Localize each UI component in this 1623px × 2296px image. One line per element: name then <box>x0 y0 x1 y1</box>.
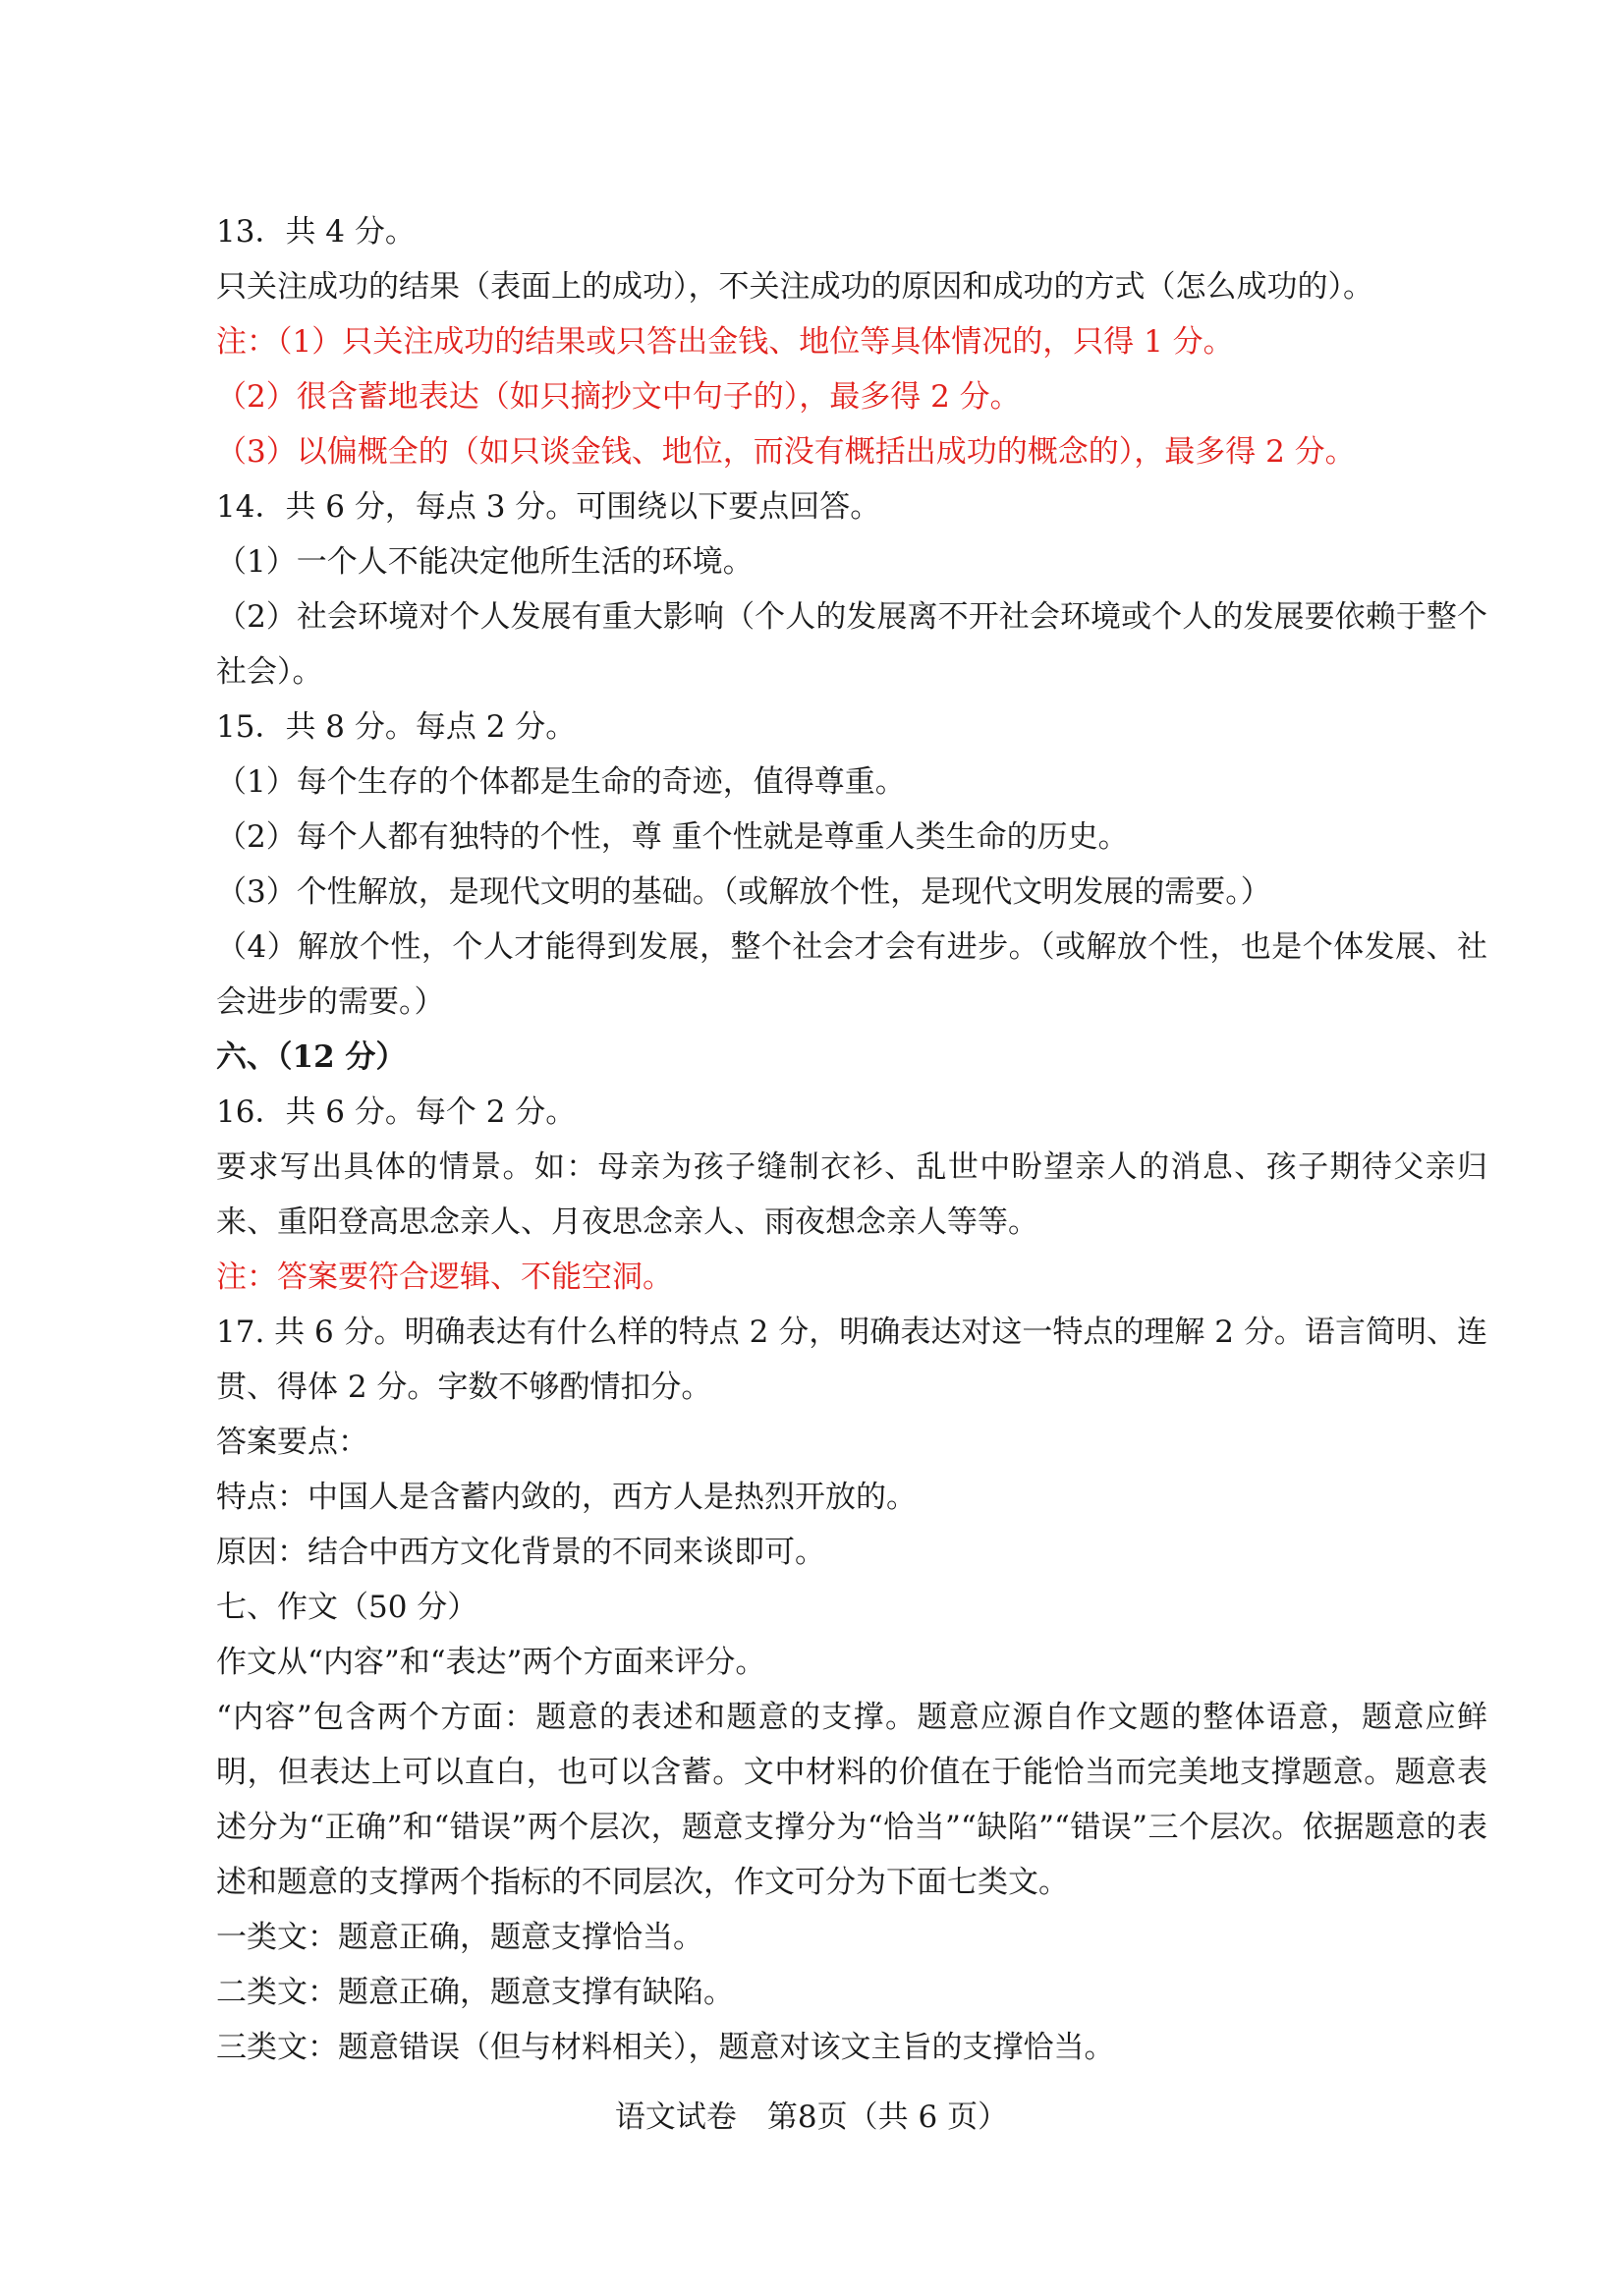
essay-criteria-intro: 作文从“内容”和“表达”两个方面来评分。 <box>216 1645 766 1680</box>
q16-note: 注：答案要符合逻辑、不能空洞。 <box>216 1260 673 1295</box>
q13-heading: 13．共 4 分。 <box>216 214 416 250</box>
q15-point-4: （4）解放个性，个人才能得到发展，整个社会才会有进步。（或解放个性，也是个体发展、社会进步的需要。） <box>216 929 1487 1020</box>
q15-point-3: （3）个性解放，是现代文明的基础。（或解放个性，是现代文明发展的需要。） <box>216 874 1271 910</box>
q14-point-2: （2）社会环境对个人发展有重大影响（个人的发展离不开社会环境或个人的发展要依赖于整个社会）。 <box>216 599 1488 690</box>
q15-point-2: （2）每个人都有独特的个性，尊 重个性就是尊重人类生命的历史。 <box>216 819 1129 855</box>
q16-answer: 要求写出具体的情景。如：母亲为孩子缝制衣衫、乱世中盼望亲人的消息、孩子期待父亲归来、重阳登高思念亲人、月夜思念亲人、雨夜想念亲人等等。 <box>216 1149 1487 1240</box>
section-7-heading: 七、作文（50 分） <box>216 1590 478 1625</box>
q16-heading: 16．共 6 分。每个 2 分。 <box>216 1094 577 1130</box>
q17-feature: 特点：中国人是含蓄内敛的，西方人是热烈开放的。 <box>216 1480 917 1515</box>
essay-class-1: 一类文：题意正确，题意支撑恰当。 <box>216 1920 703 1955</box>
essay-class-2: 二类文：题意正确，题意支撑有缺陷。 <box>216 1975 734 2010</box>
q13-note-3: （3）以偏概全的（如只谈金钱、地位，而没有概括出成功的概念的），最多得 2 分。 <box>216 434 1356 470</box>
q15-point-1: （1）每个生存的个体都是生命的奇迹，值得尊重。 <box>216 764 906 800</box>
q14-point-1: （1）一个人不能决定他所生活的环境。 <box>216 544 754 580</box>
answer-key-content <box>149 204 1487 2075</box>
q15-heading: 15．共 8 分。每点 2 分。 <box>216 709 577 745</box>
essay-content-criteria: “内容”包含两个方面：题意的表述和题意的支撑。题意应源自作文题的整体语意，题意应鲜明，但表达上可以直白，也可以含蓄。文中材料的价值在于能恰当而完美地支撑题意。题意表述分为“正确”和“错误”两个层次，题意支撑分为“恰当”“缺陷”“错误”三个层次。依据题意的表述和题意的支撑两个指标的不同层次，作文可分为下面七类文。 <box>216 1700 1487 1900</box>
q17-reason: 原因：结合中西方文化背景的不同来谈即可。 <box>216 1535 825 1570</box>
q13-note-2: （2）很含蓄地表达（如只摘抄文中句子的），最多得 2 分。 <box>216 379 1021 415</box>
q13-note-1: 注：（1）只关注成功的结果或只答出金钱、地位等具体情况的，只得 1 分。 <box>216 324 1234 360</box>
section-6-heading: 六、（12 分） <box>216 1039 407 1075</box>
q13-answer: 只关注成功的结果（表面上的成功），不关注成功的原因和成功的方式（怎么成功的）。 <box>216 269 1373 305</box>
page-footer: 语文试卷 第8页（共 6 页） <box>614 2100 1009 2135</box>
q17-heading: 17. 共 6 分。明确表达有什么样的特点 2 分，明确表达对这一特点的理解 2 分。语言简明、连贯、得体 2 分。字数不够酌情扣分。 <box>216 1315 1487 1405</box>
q17-answer-points-label: 答案要点： <box>216 1425 368 1460</box>
essay-class-3: 三类文：题意错误（但与材料相关），题意对该文主旨的支撑恰当。 <box>216 2030 1115 2065</box>
q14-heading: 14．共 6 分，每点 3 分。可围绕以下要点回答。 <box>216 489 881 525</box>
